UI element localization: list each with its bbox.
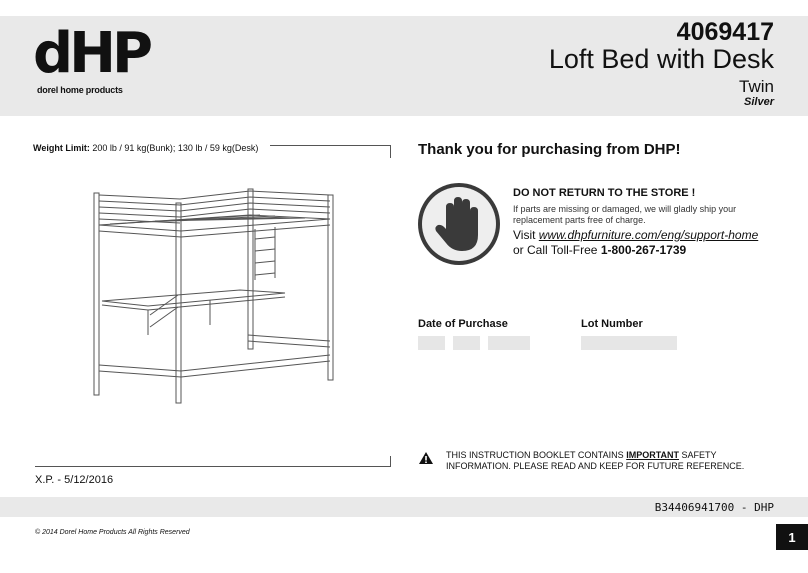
booklet-code: B34406941700 - DHP: [654, 501, 774, 514]
date-of-purchase-label: Date of Purchase: [418, 318, 508, 330]
model-number: 4069417: [676, 18, 774, 46]
safety-text-before: THIS INSTRUCTION BOOKLET CONTAINS: [446, 450, 624, 460]
lot-number-label: Lot Number: [581, 318, 643, 330]
weight-limit-label: Weight Limit:: [33, 143, 90, 153]
call-label: or Call Toll-Free: [513, 243, 598, 257]
do-not-return-heading: DO NOT RETURN TO THE STORE !: [513, 187, 696, 199]
illustration-frame: [35, 456, 391, 467]
product-title: Loft Bed with Desk: [548, 44, 774, 74]
weight-bracket: [270, 145, 391, 158]
support-url-link[interactable]: www.dhpfurniture.com/eng/support-home: [538, 228, 759, 242]
replacement-parts-text: If parts are missing or damaged, we will gladly ship your replacement parts free of charge.: [513, 204, 737, 225]
visit-line: [513, 228, 758, 242]
dhp-logo: dHP: [33, 21, 149, 86]
copyright: © 2014 Dorel Home Products All Rights Reserved: [35, 529, 190, 536]
date-field-year[interactable]: [488, 336, 530, 350]
safety-text-after: SAFETY INFORMATION. PLEASE READ AND KEEP FOR FUTURE REFERENCE.: [446, 450, 745, 471]
hand-icon: [432, 193, 486, 255]
date-field-day[interactable]: [453, 336, 480, 350]
thank-you-heading: Thank you for purchasing from DHP!: [418, 141, 681, 158]
visit-label: Visit: [513, 228, 536, 242]
date-field-month[interactable]: [418, 336, 445, 350]
safety-notice: [446, 450, 776, 472]
lot-number-field[interactable]: [581, 336, 677, 350]
page-number: 1: [776, 524, 808, 550]
call-line: [513, 243, 686, 257]
brand-subtitle: dorel home products: [37, 85, 123, 95]
weight-limit: [33, 143, 258, 153]
stop-hand-icon: [418, 183, 500, 265]
phone-number: 1-800-267-1739: [600, 243, 687, 257]
warning-icon: [418, 451, 434, 465]
loft-bed-illustration: [90, 175, 345, 405]
product-color: Silver: [744, 96, 774, 108]
revision-date: X.P. - 5/12/2016: [35, 474, 114, 486]
safety-important: IMPORTANT: [626, 450, 680, 460]
weight-limit-value: 200 lb / 91 kg(Bunk); 130 lb / 59 kg(Desk): [92, 143, 259, 153]
product-size: Twin: [739, 77, 774, 96]
